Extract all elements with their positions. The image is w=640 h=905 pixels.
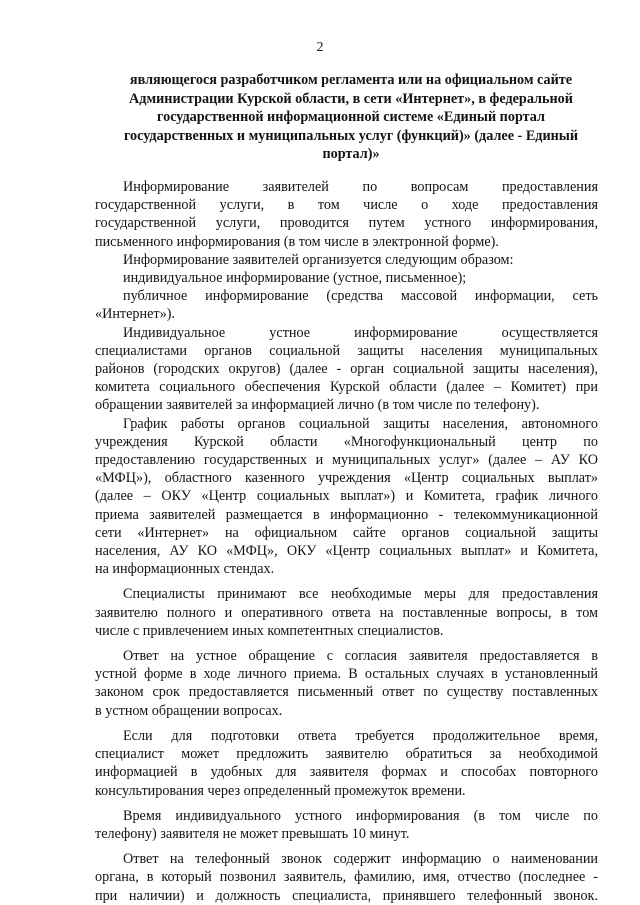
text-line: телефону) заявителя не может превышать 10 минут. [95, 825, 410, 842]
text-line: предоставлению государственных и муниципальных услуг» (далее – АУ КО [95, 452, 598, 469]
text-line: государственной услуги, проводится путем устного информирования, [95, 215, 598, 232]
text-line: районов (городских округов) (далее - орган социальной защиты населения), [95, 361, 598, 378]
heading-line: являющегося разработчиком регламента или на официальном сайте [129, 72, 573, 88]
text-line: Ответ на устное обращение с согласия заявителя предоставляется в [123, 648, 598, 665]
text-line: сети «Интернет» на официальном сайте органов социальной защиты [95, 524, 598, 541]
heading-line: государственных и муниципальных услуг (функций)» (далее - Единый [123, 127, 579, 144]
heading-line: Администрации Курской области, в сети «Интернет», в федеральной [129, 90, 573, 107]
text-line: в устном обращении вопросах. [95, 702, 283, 719]
text-line: информацией в удобных для заявителя формах и способах повторного [95, 764, 598, 781]
text-line: органа, в который позвонил заявитель, фамилию, имя, отчество (последнее - [95, 869, 598, 886]
paragraph-oral-informing [95, 324, 598, 415]
text-line: письменного информирования (в том числе в электронной форме). [95, 233, 499, 250]
text-line: «Интернет»). [95, 306, 175, 323]
text-line: при наличии) и должность специалиста, принявшего телефонный звонок. [95, 887, 598, 904]
text-line: законом срок предоставляется письменный ответ по существу поставленных [95, 684, 598, 701]
paragraph-individual-informing [95, 269, 598, 287]
text-line: (далее – ОКУ «Центр социальных выплат») и Комитета, график личного [95, 488, 598, 505]
text-line: Индивидуальное устное информирование осуществляется [123, 324, 598, 341]
text-line: Специалисты принимают все необходимые меры для предоставления [123, 586, 598, 603]
paragraph-informing-organized [95, 251, 598, 269]
text-line: публичное информирование (средства массовой информации, сеть [123, 288, 598, 305]
text-line: обращении заявителей за информацией лично (в том числе по телефону). [95, 397, 540, 414]
paragraph-work-schedule [95, 415, 598, 579]
heading-line: портал)» [322, 146, 380, 163]
paragraph-time-limit [95, 807, 598, 843]
text-line: заявителю полного и оперативного ответа на поставленные вопросы, в том [95, 604, 598, 621]
text-line: «МФЦ»), областного казенного учреждения «Центр социальных выплат» [95, 470, 598, 487]
text-line: индивидуальное информирование (устное, письменное); [123, 270, 467, 287]
document-body [95, 178, 598, 905]
page-number: 2 [316, 40, 324, 55]
text-line: на информационных стендах. [95, 561, 275, 578]
text-line: Информирование заявителей по вопросам предоставления [123, 179, 598, 195]
text-line: устной форме в ходе личного приема. В остальных случаях в установленный [95, 666, 598, 683]
text-line: Если для подготовки ответа требуется продолжительное время, [123, 727, 598, 744]
text-line: учреждения Курской области «Многофункциональный центр по [95, 433, 598, 450]
paragraph-public-informing [95, 287, 598, 323]
text-line: График работы органов социальной защиты населения, автономного [123, 415, 598, 432]
text-line: государственной услуги, в том числе о ходе предоставления [95, 197, 598, 214]
paragraph-oral-request-answer [95, 647, 598, 720]
text-line: специалистами органов социальной защиты населения муниципальных [95, 342, 598, 359]
text-line: числе с привлечением иных компетентных специалистов. [95, 622, 444, 639]
paragraph-informing-intro [95, 178, 598, 251]
text-line: консультирования через определенный промежуток времени. [95, 782, 466, 799]
text-line: Время индивидуального устного информирования (в том числе по [123, 807, 598, 824]
paragraph-specialists [95, 585, 598, 640]
text-line: Ответ на телефонный звонок содержит информацию о наименовании [123, 851, 598, 868]
section-heading [102, 71, 600, 164]
text-line: специалист может предложить заявителю обратиться за необходимой [95, 746, 598, 763]
heading-line: государственной информационной системе «Единый портал [157, 109, 545, 126]
text-line: комитета социального обеспечения Курской области (далее – Комитет) при [95, 379, 598, 396]
text-line: приема заявителей размещается в информационно - телекоммуникационной [95, 506, 598, 523]
paragraph-long-preparation [95, 727, 598, 800]
text-line: населения, АУ КО «МФЦ», ОКУ «Центр социальных выплат» и Комитета, [95, 543, 598, 560]
paragraph-phone-answer [95, 850, 598, 905]
text-line: Информирование заявителей организуется следующим образом: [123, 251, 514, 268]
